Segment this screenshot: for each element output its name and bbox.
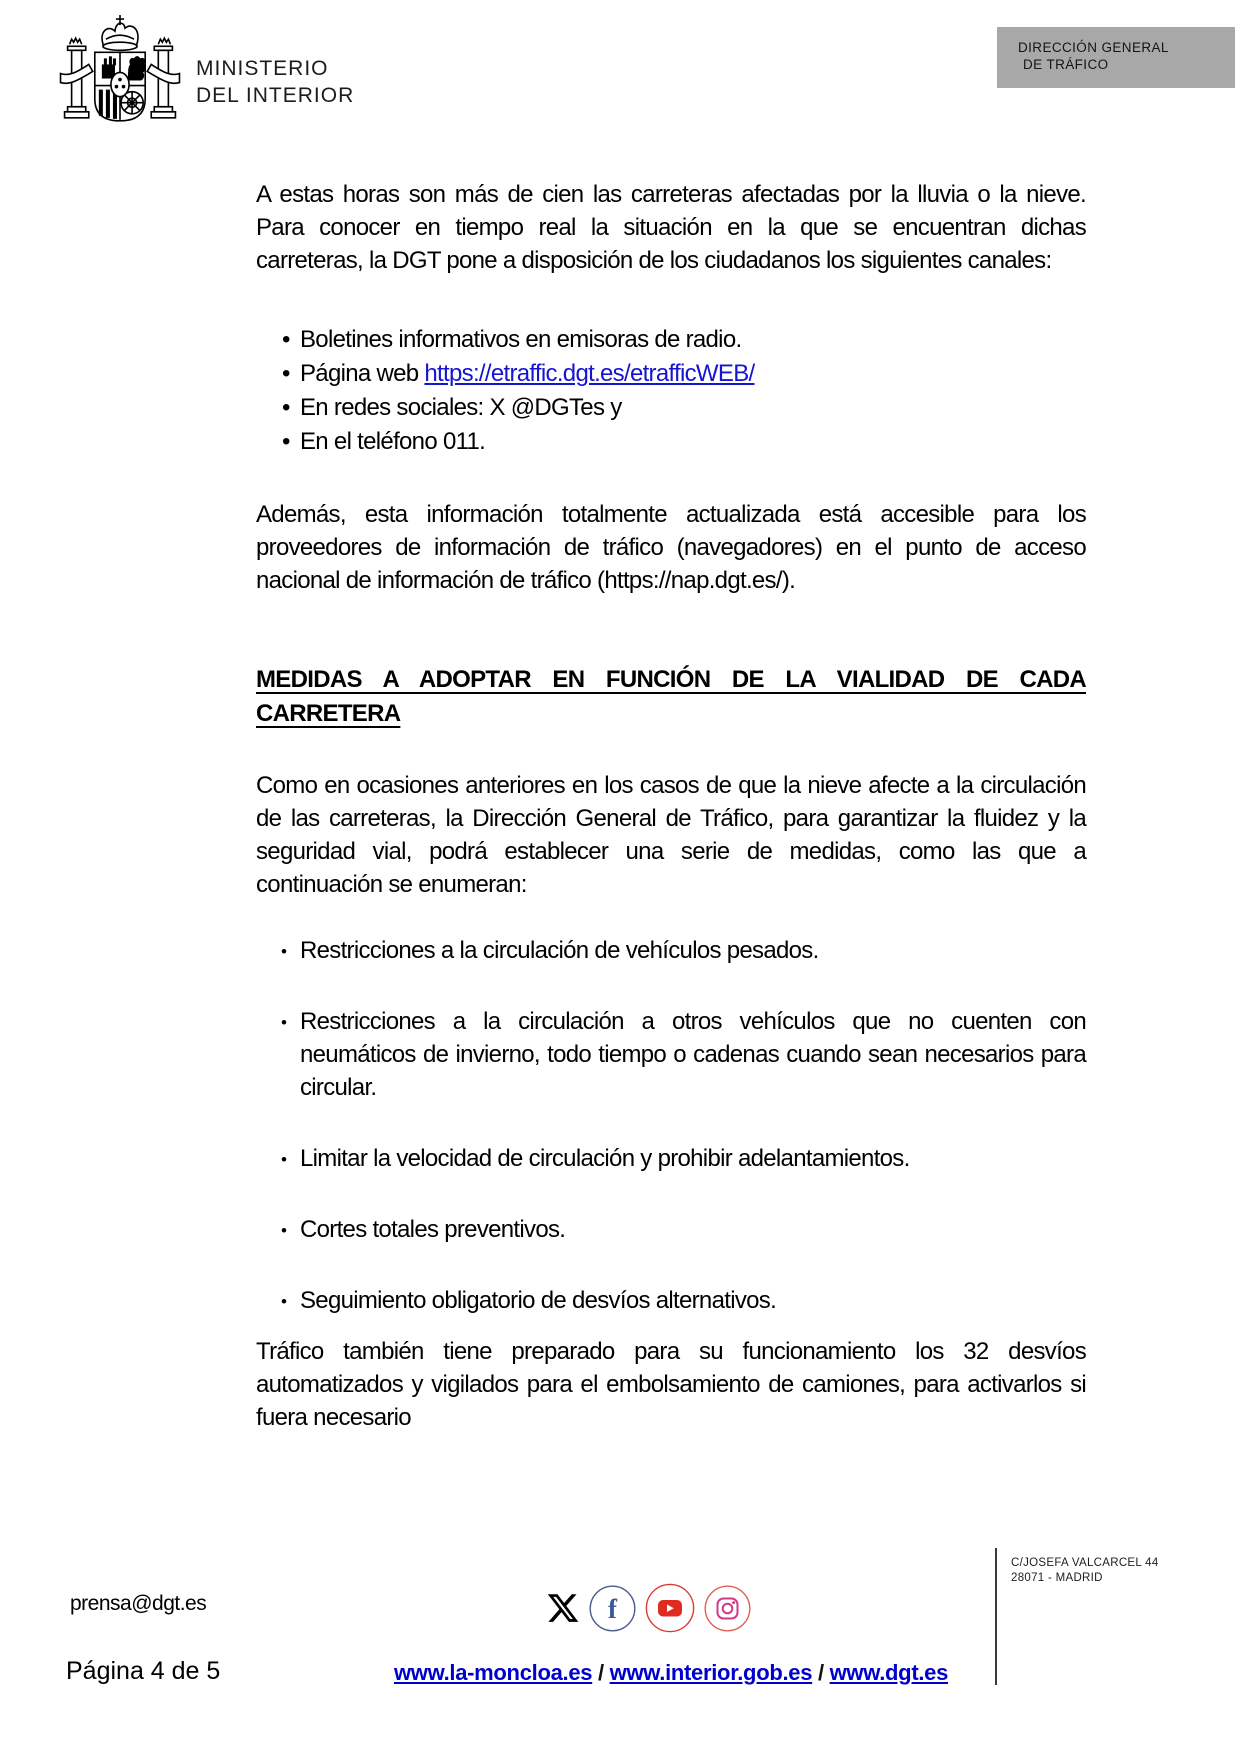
agency-line2: DE TRÁFICO bbox=[1023, 57, 1109, 72]
ministry-line2: DEL INTERIOR bbox=[196, 84, 355, 107]
channel-text: Boletines informativos en emisoras de radio. bbox=[300, 326, 742, 353]
measure-text: Limitar la velocidad de circulación y prohibir adelantamientos. bbox=[300, 1145, 910, 1172]
list-item bbox=[256, 1284, 1086, 1317]
section-heading bbox=[256, 663, 1086, 731]
address-line1: C/JOSEFA VALCARCEL 44 bbox=[1011, 1557, 1159, 1569]
facebook-icon[interactable] bbox=[589, 1585, 636, 1637]
measure-text: Restricciones a la circulación a otros vehículos que no cuenten con neumáticos de invierno, todo tiempo o cadenas cuando sean necesarios para circular. bbox=[300, 1008, 1086, 1101]
measure-text: Cortes totales preventivos. bbox=[300, 1216, 566, 1243]
measure-text: Restricciones a la circulación de vehículos pesados. bbox=[300, 937, 819, 964]
svg-text:f: f bbox=[608, 1593, 617, 1624]
paragraph-detours: Tráfico también tiene preparado para su funcionamiento los 32 desvíos automatizados y vigilados para el embolsamiento de camiones, para activarlos si fuera necesario bbox=[256, 1338, 1086, 1431]
document-body bbox=[256, 178, 1086, 1434]
bullet-icon: • bbox=[281, 1221, 287, 1240]
list-item bbox=[256, 1213, 1086, 1246]
x-icon[interactable] bbox=[546, 1590, 580, 1631]
link-interior[interactable]: www.interior.gob.es bbox=[609, 1660, 813, 1685]
measure-text: Seguimiento obligatorio de desvíos alternativos. bbox=[300, 1287, 777, 1314]
bullet-icon: • bbox=[281, 942, 287, 961]
paragraph-nap: Además, esta información totalmente actualizada está accesible para los proveedores de información de tráfico (navegadores) en el punto de acceso nacional de información de tráfico (https://nap.dgt.es/). bbox=[256, 501, 1086, 594]
agency-line1: DIRECCIÓN GENERAL bbox=[1018, 40, 1169, 55]
channels-list bbox=[256, 323, 1086, 459]
instagram-icon[interactable] bbox=[704, 1585, 751, 1637]
paragraph-intro: A estas horas son más de cien las carreteras afectadas por la lluvia o la nieve. Para conocer en tiempo real la situación en la que se encuentran dichas carreteras, la DGT pone a disposición de los ciudadanos los siguientes canales: bbox=[256, 181, 1086, 274]
link-separator: / bbox=[592, 1660, 610, 1685]
bullet-icon: • bbox=[282, 360, 290, 387]
paragraph-measures-intro: Como en ocasiones anteriores en los casos de que la nieve afecte a la circulación de las carreteras, la Dirección General de Tráfico, para garantizar la fluidez y la seguridad vial, podrá establecer una serie de medidas, como las que a continuación se enumeran: bbox=[256, 772, 1086, 898]
list-item bbox=[256, 1142, 1086, 1175]
link-dgt[interactable]: www.dgt.es bbox=[829, 1660, 949, 1685]
footer-address bbox=[1011, 1556, 1159, 1586]
channel-text: En redes sociales: X @DGTes y bbox=[300, 394, 622, 421]
bullet-icon: • bbox=[282, 394, 290, 421]
link-la-moncloa[interactable]: www.la-moncloa.es bbox=[393, 1660, 593, 1685]
bullet-icon: • bbox=[281, 1013, 287, 1032]
channel-text: Página web bbox=[300, 360, 425, 387]
bullet-icon: • bbox=[282, 326, 290, 353]
list-item bbox=[256, 391, 1086, 425]
social-icons bbox=[546, 1583, 751, 1638]
list-item bbox=[256, 934, 1086, 967]
etraffic-link[interactable]: https://etraffic.dgt.es/etrafficWEB/ bbox=[424, 360, 755, 387]
heading-line2: CARRETERA bbox=[256, 700, 401, 727]
youtube-icon[interactable] bbox=[645, 1583, 695, 1638]
page-number: Página 4 de 5 bbox=[66, 1657, 221, 1685]
agency-box bbox=[997, 27, 1235, 88]
channel-text: En el teléfono 011. bbox=[300, 428, 486, 455]
address-line2: 28071 - MADRID bbox=[1011, 1572, 1103, 1584]
heading-line1: MEDIDAS A ADOPTAR EN FUNCIÓN DE LA VIALIDAD DE CADA bbox=[256, 666, 1086, 693]
ministry-line1: MINISTERIO bbox=[196, 57, 329, 80]
bullet-icon: • bbox=[281, 1150, 287, 1169]
press-email: prensa@dgt.es bbox=[70, 1592, 207, 1615]
list-item bbox=[256, 1005, 1086, 1104]
list-item bbox=[256, 425, 1086, 459]
measures-list bbox=[256, 934, 1086, 1317]
footer-links bbox=[256, 1660, 1086, 1686]
spain-coat-of-arms-logo bbox=[58, 12, 182, 138]
bullet-icon: • bbox=[282, 428, 290, 455]
list-item bbox=[256, 323, 1086, 357]
bullet-icon: • bbox=[281, 1292, 287, 1311]
ministry-title bbox=[196, 55, 354, 109]
list-item bbox=[256, 357, 1086, 391]
link-separator: / bbox=[812, 1660, 830, 1685]
footer-divider bbox=[995, 1548, 997, 1685]
